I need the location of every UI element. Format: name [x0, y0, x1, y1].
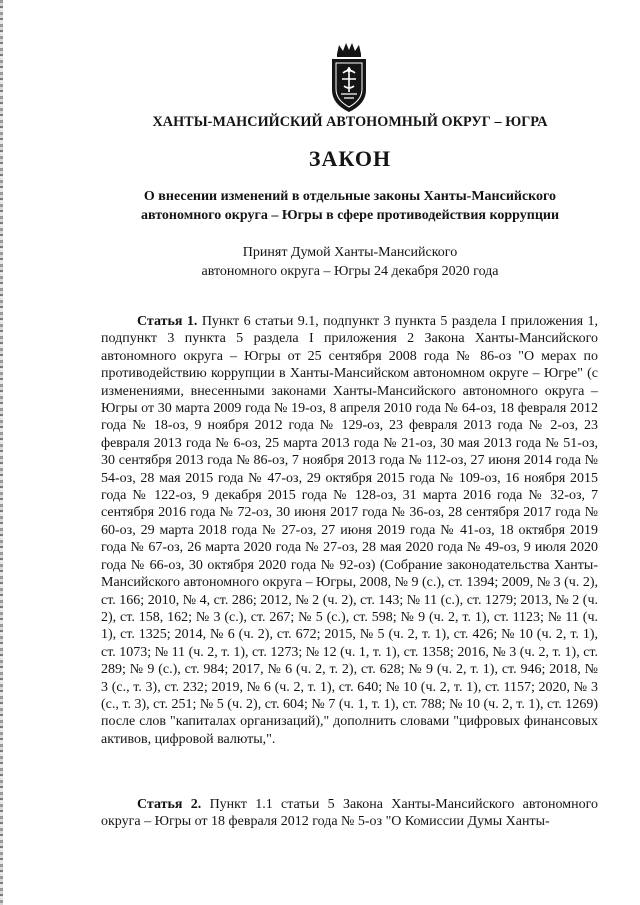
article-2-heading: Статья 2.	[137, 797, 202, 812]
document-type: ЗАКОН	[308, 146, 392, 171]
org-name: ХАНТЫ-МАНСИЙСКИЙ АВТОНОМНЫЙ ОКРУГ – ЮГРА	[152, 114, 548, 130]
scan-edge	[0, 0, 3, 905]
article-1-text: Пункт 6 статьи 9.1, подпункт 3 пункта 5 раздела I приложения 1, подпункт 3 пункта 5 раздела I приложения 2 Закона Ханты-Мансийского автономного округа – Югры от 25 сентября 2008 года № 86-оз "О мерах по противодействию коррупции в Ханты-Мансийском автономном округе – Югре" (с изменениями, внесенными законами Ханты-Мансийского автономного округа – Югры от 30 марта 2009 года № 19-оз, 8 апреля 2010 года № 64-оз, 18 февраля 2012 года № 18-оз, 9 ноября 2012 года № 129-оз, 23 февраля 2013 года № 2-оз, 23 февраля 2013 года № 6-оз, 25 марта 2013 года № 21-оз, 30 мая 2013 года № 51-оз, 30 сентября 2013 года № 86-оз, 7 ноября 2013 года № 112-оз, 27 июня 2014 года № 54-оз, 28 мая 2015 года № 47-оз, 29 октября 2015 года № 109-оз, 16 ноября 2015 года № 122-оз, 9 декабря 2015 года № 128-оз, 31 марта 2016 года № 32-оз, 7 сентября 2016 года № 72-оз, 30 июня 2017 года № 36-оз, 28 сентября 2017 года № 60-оз, 29 марта 2018 года № 27-оз, 27 июня 2019 года № 41-оз, 18 октября 2019 года № 67-оз, 26 марта 2020 года № 27-оз, 28 мая 2020 года № 49-оз, 9 июля 2020 года № 66-оз, 30 октября 2020 года № 92-оз) (Собрание законодательства Ханты-Мансийского автономного округа – Югры, 2008, № 9 (с.), ст. 1394; 2009, № 3 (ч. 2), ст. 166; 2010, № 4, ст. 286; 2012, № 2 (ч. 2), ст. 143; № 11 (с.), ст. 1279; 2013, № 2 (ч. 2), ст. 158, 162; № 3 (с.), ст. 267; № 5 (с.), ст. 598; № 9 (ч. 2, т. 1), ст. 1123; № 11 (ч. 1), ст. 1325; 2014, № 6 (ч. 2), ст. 672; 2015, № 5 (ч. 2, т. 1), ст. 426; № 10 (ч. 2, т. 1), ст. 1073; № 11 (ч. 2, т. 1), ст. 1273; № 12 (ч. 1, т. 1), ст. 1358; 2016, № 3 (ч. 2, т. 1), ст. 289; № 9 (с.), ст. 984; 2017, № 6 (ч. 2, т. 2), ст. 628; № 9 (ч. 2, т. 1), ст. 946; 2018, № 3 (с., т. 3), ст. 232; 2019, № 6 (ч. 2, т. 1), ст. 640; № 10 (ч. 2, т. 1), ст. 1157; 2020, № 3 (с., т. 3), ст. 251; № 5 (ч. 2), ст. 604; № 7 (ч. 1, т. 1), ст. 788; № 10 (ч. 2, т. 1), ст. 1269) после слов "капиталах организаций)," дополнить словами "цифровых финансовых активов, цифровой валюты,".	[101, 314, 599, 747]
article-2-text: Пункт 1.1 статьи 5 Закона Ханты-Мансийского автономного округа – Югры от 18 февраля 2012 года № 5-оз "О Комиссии Думы Ханты-	[101, 797, 598, 830]
article-1	[101, 313, 598, 748]
adoption-line: автономного округа – Югры 24 декабря 2020 года	[201, 264, 499, 279]
adoption-line: Принят Думой Ханты-Мансийского	[242, 245, 458, 260]
law-title-line: автономного округа – Югры в сфере противодействия коррупции	[140, 208, 560, 223]
adoption-note	[0, 243, 640, 281]
coat-of-arms-icon	[327, 42, 371, 114]
law-title-line: О внесении изменений в отдельные законы Ханты-Мансийского	[143, 189, 557, 204]
law-title	[0, 187, 640, 225]
article-2	[101, 796, 598, 831]
article-1-heading: Статья 1.	[137, 314, 198, 329]
